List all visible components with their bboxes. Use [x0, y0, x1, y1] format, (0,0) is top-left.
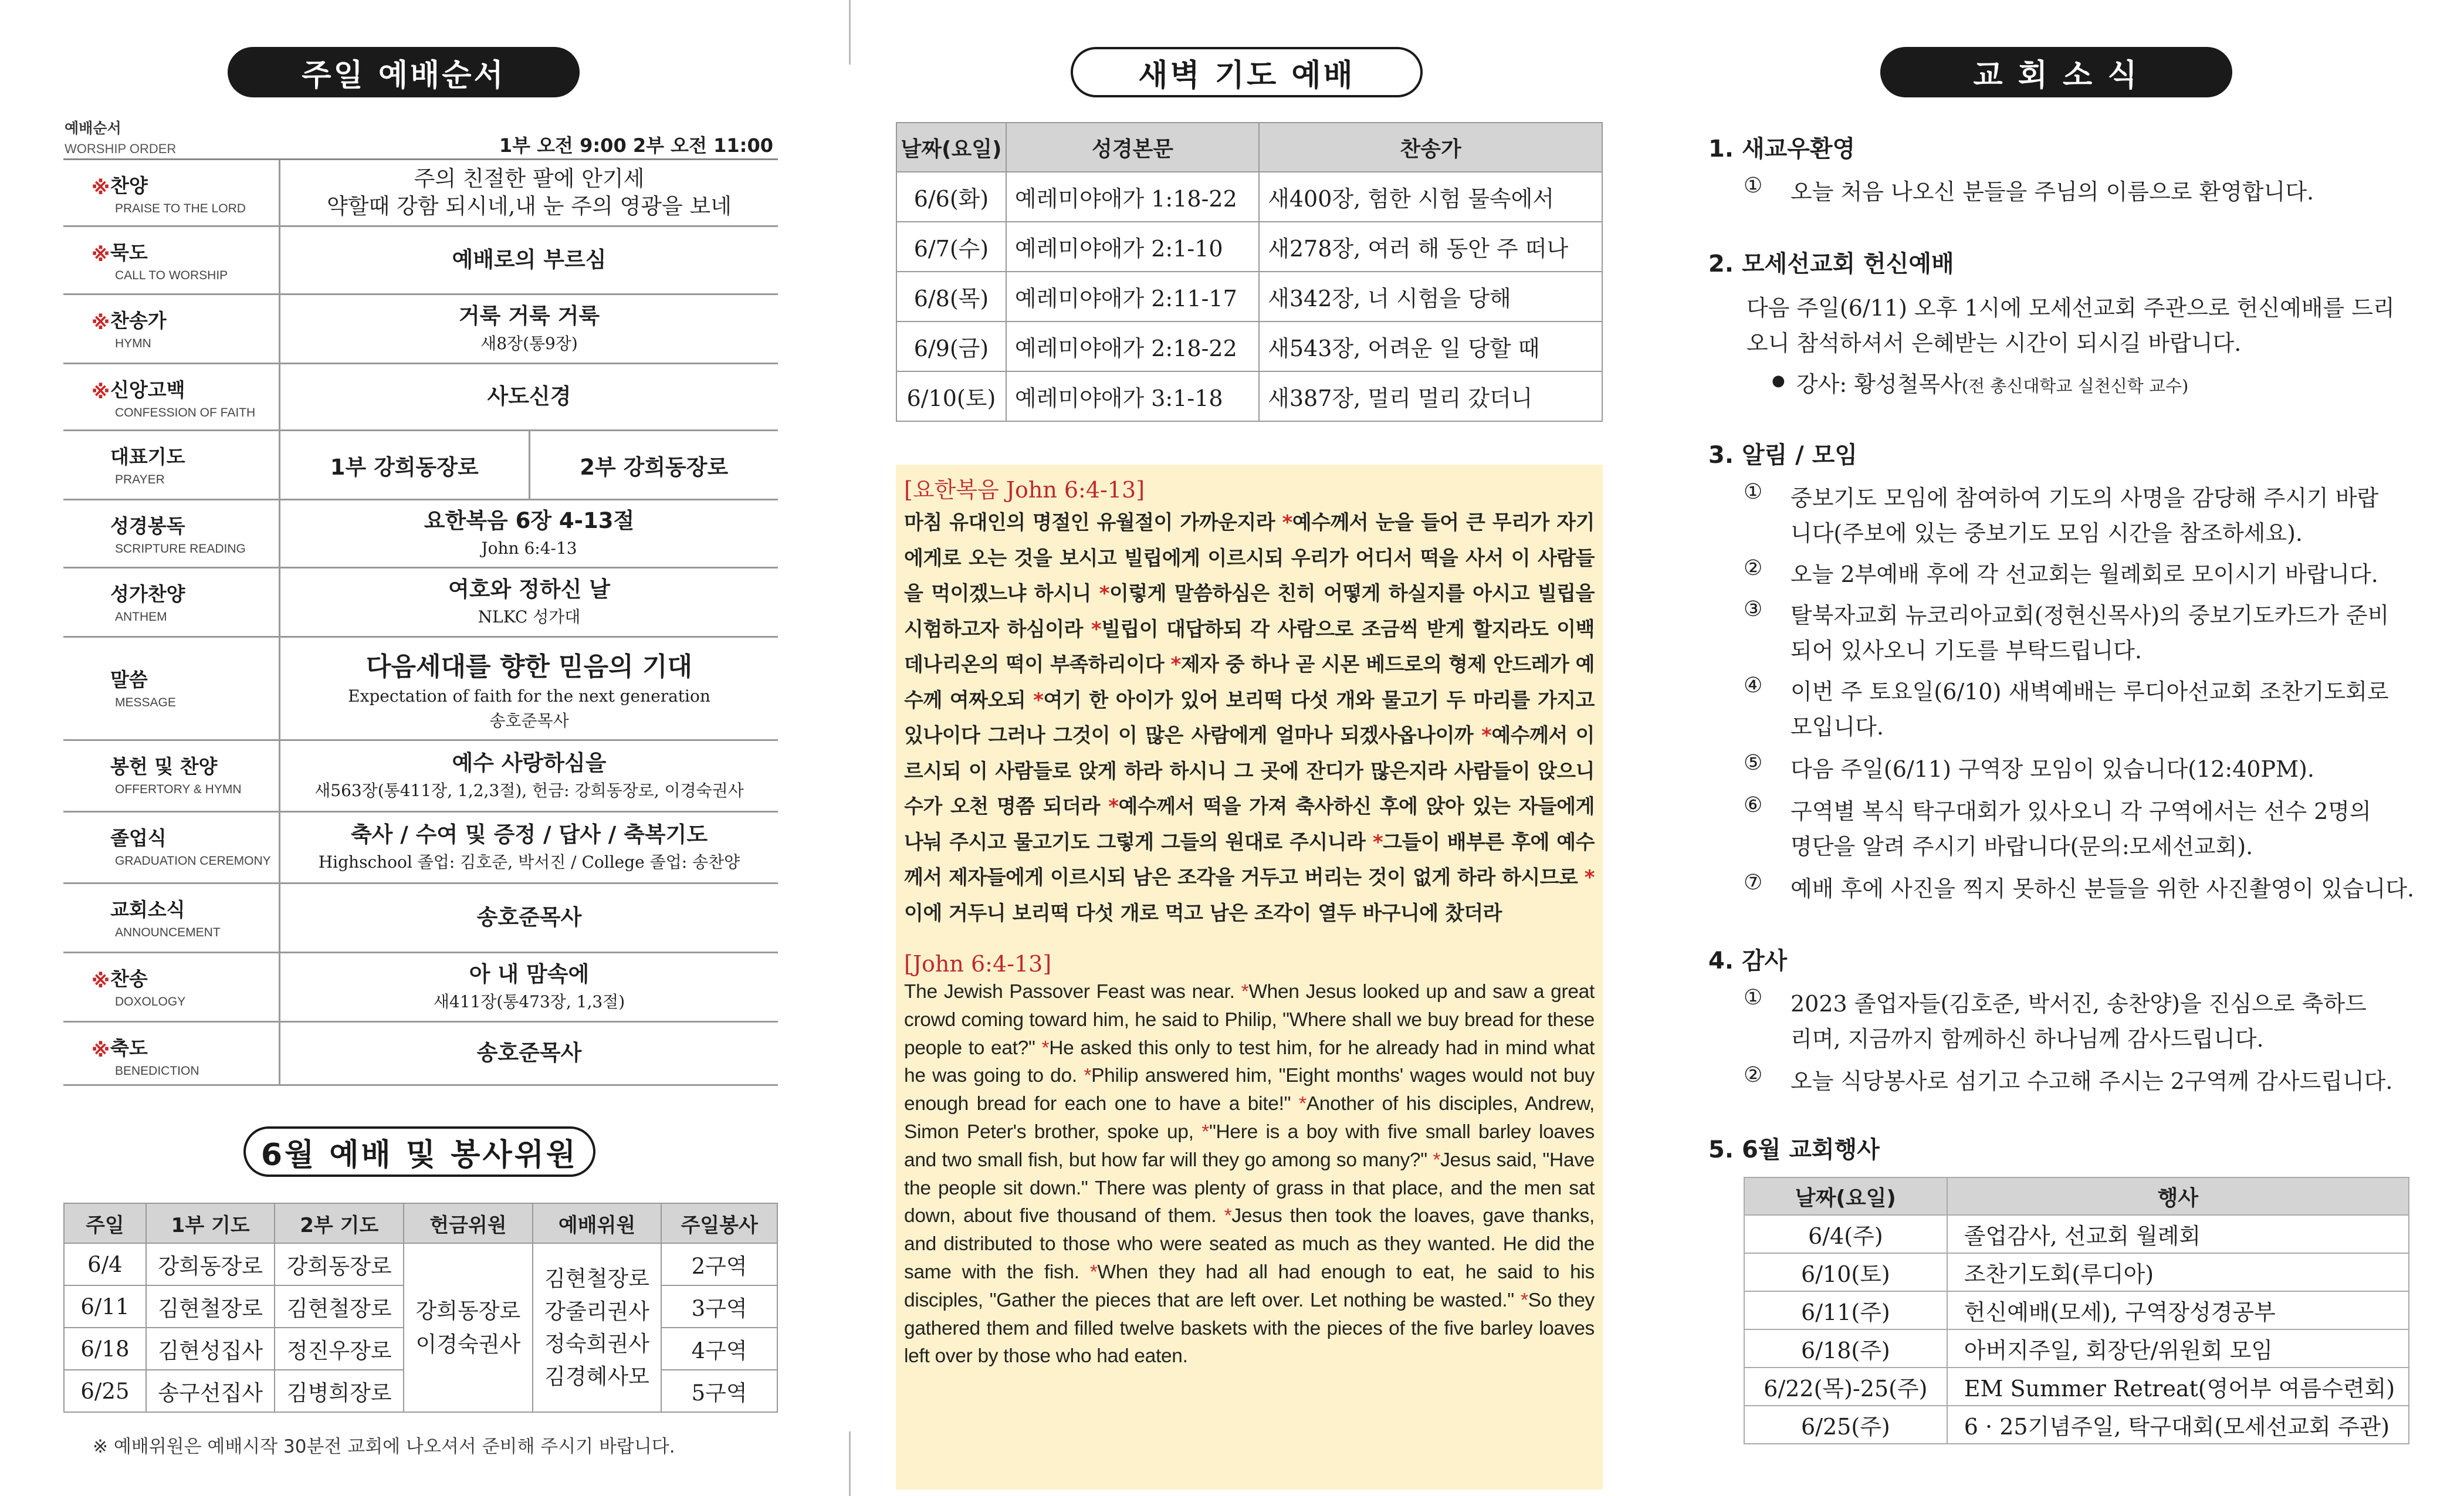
- table-row: [1744, 1329, 2409, 1368]
- worship-member: 강줄리권사: [544, 1298, 649, 1324]
- cell-first-prayer: 송구선집사: [146, 1370, 275, 1412]
- cell-second-prayer: 강희동장로: [275, 1243, 404, 1285]
- row-content: [280, 568, 778, 636]
- cell-hymn: 새342장, 너 시험을 당해: [1259, 272, 1602, 321]
- verse-ko: 마침 유대인의 명절인 유월절이 가까운지라: [904, 511, 1282, 534]
- news-moses-speaker: 강사: 황성철목사(전 총신대학교 실천신학 교수): [1796, 371, 2189, 397]
- cell-date: 6/22(목)-25(주): [1744, 1368, 1947, 1406]
- item-number: ⑥: [1744, 793, 1763, 817]
- item-number: ③: [1744, 597, 1763, 621]
- cell-event: 졸업감사, 선교회 월례회: [1947, 1215, 2409, 1253]
- cell-event: 헌신예배(모세), 구역장성경공부: [1947, 1291, 2409, 1329]
- verse-marker: *: [1108, 795, 1119, 818]
- item-number: ①: [1744, 174, 1763, 198]
- worship-row-graduation: [63, 813, 778, 884]
- table-header-row: [896, 123, 1602, 172]
- row-content: [280, 741, 778, 811]
- worship-order: [63, 109, 778, 1086]
- cell-hymn: 새278장, 여러 해 동안 주 떠나: [1259, 222, 1602, 272]
- verse-marker: *: [1298, 1093, 1307, 1115]
- content-line-2: John 6:4-13: [481, 538, 577, 558]
- table-header-row: [1744, 1177, 2409, 1215]
- table-row: [896, 321, 1602, 371]
- cell-date: 6/25(주): [1744, 1406, 1947, 1444]
- worship-order-title-ko: 예배순서: [65, 120, 121, 137]
- row-label: [63, 813, 280, 882]
- item-number: ⑦: [1744, 871, 1763, 895]
- label-ko: 찬양: [110, 174, 148, 197]
- row-content: [280, 638, 778, 739]
- notice-1-line-2: 니다(주보에 있는 중보기도 모임 시간을 참조하세요).: [1791, 520, 2303, 546]
- label-ko: 축도: [110, 1037, 148, 1060]
- church-news-heading: 교 회 소 식: [1880, 47, 2232, 97]
- content-line-1: 주의 친절한 팔에 안기세: [414, 166, 645, 192]
- verse-marker: *: [1099, 582, 1109, 605]
- worship-row-call: [63, 227, 778, 295]
- cell-worship-committee: [533, 1243, 662, 1412]
- content-line-1: 요한복음 6장 4-13절: [424, 508, 635, 534]
- news-welcome-text: 오늘 처음 나오신 분들을 주님의 이름으로 환영합니다.: [1791, 179, 2314, 205]
- table-header-row: [64, 1203, 777, 1243]
- label-en: CONFESSION OF FAITH: [115, 406, 256, 419]
- item-number: ②: [1744, 556, 1763, 580]
- cell-event: 6 · 25기념주일, 탁구대회(모세선교회 주관): [1947, 1406, 2409, 1444]
- label-en: PRAISE TO THE LORD: [115, 202, 246, 215]
- scripture-ref-ko: [요한복음 John 6:4-13]: [904, 477, 1145, 503]
- verse-marker: *: [1433, 1149, 1441, 1171]
- col-header: 행사: [1947, 1177, 2409, 1215]
- table-row: [1744, 1368, 2409, 1406]
- scripture-ref-en: [John 6:4-13]: [904, 951, 1052, 977]
- notice-1-line-1: 중보기도 모임에 참여하여 기도의 사명을 감당해 주시기 바랍: [1791, 485, 2379, 511]
- cell-service-group: 3구역: [661, 1285, 777, 1328]
- row-content-split: [280, 431, 778, 499]
- row-content: [280, 160, 778, 225]
- worship-member: 정숙희권사: [544, 1331, 649, 1356]
- cell-hymn: 새543장, 어려운 일 당할 때: [1259, 321, 1602, 371]
- verse-en: When they had all had enough to eat, he said to his disciples, "Gather the pieces that are left over. Let nothing be wasted.": [904, 1261, 1595, 1311]
- verse-ko: 여기 한 아이가 있어 보리떡 다섯 개와 물고기 두 마리를 가지고 있나이다 그러나 그것이 이 많은 사람에게 얼마나 되겠사옵나이까: [904, 688, 1595, 747]
- verse-ko: 예수께서 이르시되 이 사람들로 앉게 하라 하시니 그 곳에 잔디가 많은지라 사람들이 앉으니 수가 오천 명쯤 되더라: [904, 724, 1595, 818]
- col-header: 주일봉사: [661, 1203, 777, 1243]
- news-welcome-title: 1. 새교우환영: [1708, 136, 1856, 163]
- cell-hymn: 새400장, 험한 시험 물속에서: [1259, 172, 1602, 222]
- cell-date: 6/7(수): [896, 222, 1006, 272]
- verse-en: Jesus said, "Have the people sit down." There was plenty of grass in that place, and the men sat down, about five thousand of them.: [904, 1149, 1595, 1227]
- col-header: 날짜(요일): [896, 123, 1006, 172]
- label-ko: 찬송: [110, 967, 148, 990]
- verse-marker: *: [1481, 724, 1492, 747]
- scripture-text-ko: [904, 505, 1595, 931]
- row-content: [280, 227, 778, 293]
- label-ko: 성가찬양: [110, 583, 185, 605]
- table-row: [896, 371, 1602, 421]
- row-content: [280, 813, 778, 882]
- content-line-1: 예배로의 부르심: [452, 247, 607, 273]
- standing-mark: ※: [92, 243, 110, 266]
- label-en: BENEDICTION: [115, 1064, 199, 1078]
- table-row: [64, 1243, 777, 1285]
- row-label: [63, 295, 280, 363]
- cell-date: 6/9(금): [896, 321, 1006, 371]
- cell-passage: 예레미야애가 3:1-18: [1006, 371, 1259, 421]
- label-en: ANTHEM: [115, 610, 167, 624]
- row-label: [63, 884, 280, 952]
- cell-date: 6/4(주): [1744, 1215, 1947, 1253]
- row-content: [280, 500, 778, 567]
- verse-marker: *: [1224, 1205, 1232, 1227]
- verse-ko: 그들이 배부른 후에 예수께서 제자들에게 이르시되 남은 조각을 거두고 버리는 것이 없게 하라 하시므로: [904, 830, 1595, 889]
- june-events-table: [1744, 1177, 2409, 1444]
- table-row: [1744, 1215, 2409, 1253]
- worship-row-anthem: [63, 568, 778, 638]
- cell-date: 6/25: [64, 1370, 146, 1412]
- sermon-title: 다음세대를 향한 믿음의 기대: [365, 651, 692, 682]
- label-en: MESSAGE: [115, 696, 176, 709]
- row-label: [63, 638, 280, 739]
- worship-order-heading: 주일 예배순서: [228, 47, 580, 97]
- prayer-second-service: 2부 강희동장로: [529, 431, 779, 499]
- label-en: GRADUATION CEREMONY: [115, 854, 271, 868]
- verse-en: Another of his disciples, Andrew, Simon Peter's brother, spoke up,: [904, 1093, 1595, 1143]
- verse-en: He asked this only to test him, for he already had in mind what he was going to do.: [904, 1037, 1595, 1087]
- worship-order-header: [63, 109, 778, 160]
- news-events-title: 5. 6월 교회행사: [1708, 1136, 1880, 1163]
- cell-date: 6/11(주): [1744, 1291, 1947, 1329]
- cell-date: 6/10(토): [896, 371, 1006, 421]
- column-divider-left: [849, 0, 851, 65]
- label-en: DOXOLOGY: [115, 995, 186, 1008]
- service-times: 1부 오전 9:00 2부 오전 11:00: [499, 134, 773, 157]
- news-moses-title: 2. 모세선교회 헌신예배: [1708, 251, 1954, 277]
- col-header: 예배위원: [533, 1203, 662, 1243]
- dawn-prayer-heading: 새벽 기도 예배: [1071, 47, 1423, 97]
- verse-ko: 빌립이 대답하되 각 사람으로 조금씩 받게 할지라도 이백 데나리온의 떡이 부족하리이다: [904, 617, 1595, 676]
- content-line-1: 예수 사랑하심을: [452, 750, 607, 776]
- verse-ko: 이에 거두니 보리떡 다섯 개로 먹고 남은 조각이 열두 바구니에 찼더라: [904, 901, 1502, 925]
- row-label: [63, 160, 280, 225]
- table-row: [896, 172, 1602, 222]
- cell-hymn: 새387장, 멀리 멀리 갔더니: [1259, 371, 1602, 421]
- cell-date: 6/8(목): [896, 272, 1006, 321]
- news-moses-text-2: 오니 참석하셔서 은혜받는 시간이 되시길 바랍니다.: [1747, 330, 2242, 356]
- col-header: 헌금위원: [404, 1203, 533, 1243]
- row-content: [280, 1023, 778, 1084]
- worship-member: 김경혜사모: [544, 1363, 649, 1389]
- col-header: 1부 기도: [146, 1203, 275, 1243]
- content-line-1: 아 내 맘속에: [469, 962, 590, 987]
- label-ko: 신앙고백: [110, 378, 185, 401]
- cell-date: 6/18: [64, 1328, 146, 1370]
- notice-5: 다음 주일(6/11) 구역장 모임이 있습니다(12:40PM).: [1791, 756, 2314, 782]
- notice-4-line-1: 이번 주 토요일(6/10) 새벽예배는 루디아선교회 조찬기도회로: [1791, 679, 2389, 705]
- notice-4-line-2: 모입니다.: [1791, 714, 1884, 740]
- col-header: 성경본문: [1006, 123, 1259, 172]
- thanks-2: 오늘 식당봉사로 섬기고 수고해 주시는 2구역께 감사드립니다.: [1791, 1068, 2393, 1094]
- verse-en: When Jesus looked up and saw a great crowd coming toward him, he said to Philip, "Where shall we buy bread for these people to eat?": [904, 981, 1595, 1059]
- table-row: [1744, 1406, 2409, 1444]
- cell-event: 조찬기도회(루디아): [1947, 1253, 2409, 1291]
- dawn-prayer-table: [896, 122, 1603, 422]
- worship-row-benediction: [63, 1023, 778, 1086]
- verse-en: Philip answered him, "Eight months' wages would not buy enough bread for each one to have a bite!": [904, 1065, 1595, 1115]
- verse-marker: *: [1089, 1261, 1098, 1283]
- standing-mark: ※: [92, 381, 110, 403]
- worship-member: 김현철장로: [544, 1266, 649, 1291]
- item-number: ②: [1744, 1063, 1763, 1087]
- worship-row-announcement: [63, 884, 778, 953]
- row-content: [280, 364, 778, 429]
- row-content: [280, 295, 778, 363]
- verse-ko: 이렇게 말씀하심은 친히 어떻게 하실지를 아시고 빌립을 시험하고자 하심이라: [904, 582, 1595, 641]
- row-content: [280, 953, 778, 1021]
- cell-date: 6/4: [64, 1243, 146, 1285]
- cell-passage: 예레미야애가 2:11-17: [1006, 272, 1259, 321]
- sermon-title-en: Expectation of faith for the next generation: [348, 686, 710, 706]
- verse-marker: *: [1520, 1289, 1528, 1311]
- notice-3-line-2: 되어 있사오니 기도를 부탁드립니다.: [1791, 638, 2142, 664]
- col-header: 찬송가: [1259, 123, 1602, 172]
- verse-en: The Jewish Passover Feast was near.: [904, 981, 1241, 1003]
- worship-row-scripture: [63, 500, 778, 568]
- label-en: HYMN: [115, 337, 151, 350]
- cell-date: 6/18(주): [1744, 1329, 1947, 1368]
- verse-ko: 제자 중 하나 곧 시몬 베드로의 형제 안드레가 예수께 여짜오되: [904, 653, 1595, 712]
- notice-7: 예배 후에 사진을 찍지 못하신 분들을 위한 사진촬영이 있습니다.: [1791, 876, 2415, 902]
- content-line-2: 새411장(통473장, 1,3절): [433, 991, 625, 1011]
- cell-first-prayer: 김현철장로: [146, 1285, 275, 1328]
- verse-marker: *: [1084, 1065, 1092, 1087]
- verse-en: So they gathered them and filled twelve baskets with the pieces of the five barley loaves left over by those who had eaten.: [904, 1289, 1595, 1368]
- verse-marker: *: [1170, 653, 1181, 676]
- label-ko: 말씀: [110, 668, 148, 691]
- cell-passage: 예레미야애가 2:1-10: [1006, 222, 1259, 272]
- label-ko: 졸업식: [110, 827, 167, 849]
- verse-marker: *: [1041, 1037, 1050, 1059]
- verse-en: "Here is a boy with five small barley loaves and two small fish, but how far will they go among so many?": [904, 1121, 1595, 1171]
- thanks-1-line-1: 2023 졸업자들(김호준, 박서진, 송찬양)을 진심으로 축하드: [1791, 991, 2367, 1017]
- content-line-2: NLKC 성가대: [478, 607, 581, 627]
- verse-marker: *: [1241, 981, 1249, 1003]
- preacher: 송호준목사: [489, 710, 569, 730]
- table-row: [1744, 1291, 2409, 1329]
- offering-member: 이경숙권사: [415, 1332, 521, 1357]
- cell-date: 6/10(토): [1744, 1253, 1947, 1291]
- verse-ko: 예수께서 눈을 들어 큰 무리가 자기에게로 오는 것을 보시고 빌립에게 이르시되 우리가 어디서 떡을 사서 이 사람들을 먹이겠느냐 하시니: [904, 511, 1595, 605]
- column-divider-left-bottom: [849, 1431, 851, 1496]
- content-line-1: 거룩 거룩 거룩: [458, 303, 600, 329]
- standing-mark: ※: [92, 970, 110, 992]
- row-label: [63, 364, 280, 429]
- label-en: CALL TO WORSHIP: [115, 269, 228, 282]
- notice-6-line-2: 명단을 알려 주시기 바랍니다(문의:모세선교회).: [1791, 834, 2253, 859]
- news-notice-title: 3. 알림 / 모임: [1708, 442, 1857, 469]
- notice-3-line-1: 탈북자교회 뉴코리아교회(정현신목사)의 중보기도카드가 준비: [1791, 603, 2389, 628]
- worship-row-message: [63, 638, 778, 741]
- col-header: 날짜(요일): [1744, 1177, 1947, 1215]
- content-line-1: 여호와 정하신 날: [448, 577, 610, 603]
- table-row: [896, 272, 1602, 321]
- verse-marker: *: [1201, 1121, 1209, 1143]
- cell-event: 아버지주일, 회장단/위원회 모임: [1947, 1329, 2409, 1368]
- label-en: ANNOUNCEMENT: [115, 926, 221, 939]
- cell-passage: 예레미야애가 2:18-22: [1006, 321, 1259, 371]
- label-ko: 교회소식: [110, 898, 185, 921]
- service-committee-heading: 6월 예배 및 봉사위원: [243, 1126, 595, 1177]
- verse-marker: *: [1372, 830, 1383, 854]
- label-ko: 묵도: [110, 241, 148, 264]
- cell-date: 6/6(화): [896, 172, 1006, 222]
- worship-row-creed: [63, 364, 778, 431]
- row-label: [63, 1023, 280, 1084]
- service-note: ※ 예배위원은 예배시작 30분전 교회에 나오셔서 준비해 주시기 바랍니다.: [93, 1436, 675, 1457]
- label-en: PRAYER: [115, 473, 165, 486]
- row-label: [63, 741, 280, 811]
- item-number: ⑤: [1744, 751, 1763, 775]
- col-header: 2부 기도: [275, 1203, 404, 1243]
- label-en: OFFERTORY & HYMN: [115, 783, 242, 796]
- content-line-2: 새563장(통411장, 1,2,3절), 헌금: 강희동장로, 이경숙권사: [314, 780, 744, 800]
- news-thanks-title: 4. 감사: [1708, 947, 1788, 974]
- content-line-2: Highschool 졸업: 김호준, 박서진 / College 졸업: 송찬양: [318, 852, 740, 872]
- standing-mark: ※: [92, 1039, 110, 1061]
- label-ko: 찬송가: [110, 309, 167, 332]
- col-header: 주일: [64, 1203, 146, 1243]
- item-number: ①: [1744, 480, 1763, 504]
- verse-en: Jesus then took the loaves, gave thanks, and distributed to those who were seated as much as they wanted. He did the same with the fish.: [904, 1205, 1595, 1283]
- cell-date: 6/11: [64, 1285, 146, 1328]
- verse-marker: *: [1584, 866, 1595, 889]
- cell-service-group: 5구역: [661, 1370, 777, 1412]
- cell-event: EM Summer Retreat(영어부 여름수련회): [1947, 1368, 2409, 1406]
- worship-order-title-en: WORSHIP ORDER: [65, 141, 177, 156]
- content-line-2: 약할때 강함 되시네,내 눈 주의 영광을 보네: [327, 193, 732, 219]
- worship-row-hymn: [63, 295, 778, 364]
- thanks-1-line-2: 리며, 지금까지 함께하신 하나님께 감사드립니다.: [1791, 1026, 2264, 1052]
- offering-member: 강희동장로: [415, 1298, 521, 1324]
- cell-offering-committee: [404, 1243, 533, 1412]
- row-label: [63, 568, 280, 636]
- verse-marker: *: [1033, 688, 1044, 712]
- notice-6-line-1: 구역별 복식 탁구대회가 있사오니 각 구역에서는 선수 2명의: [1791, 798, 2371, 824]
- label-en: SCRIPTURE READING: [115, 542, 246, 556]
- item-number: ④: [1744, 673, 1763, 698]
- label-ko: 대표기도: [110, 445, 185, 468]
- prayer-first-service: 1부 강희동장로: [330, 454, 479, 480]
- cell-first-prayer: 강희동장로: [146, 1243, 275, 1285]
- cell-passage: 예레미야애가 1:18-22: [1006, 172, 1259, 222]
- worship-row-doxology: [63, 953, 778, 1023]
- bullet-icon: ●: [1772, 372, 1785, 390]
- label-ko: 성경봉독: [110, 515, 185, 537]
- item-number: ①: [1744, 986, 1763, 1010]
- cell-service-group: 2구역: [661, 1243, 777, 1285]
- row-label: [63, 227, 280, 293]
- worship-row-praise: [63, 160, 778, 227]
- verse-marker: *: [1091, 617, 1102, 641]
- cell-second-prayer: 김현철장로: [275, 1285, 404, 1328]
- cell-second-prayer: 김병희장로: [275, 1370, 404, 1412]
- verse-marker: *: [1282, 511, 1292, 534]
- scripture-text-en: [904, 978, 1595, 1370]
- row-label: [63, 431, 280, 499]
- cell-second-prayer: 정진우장로: [275, 1328, 404, 1370]
- cell-first-prayer: 김현성집사: [146, 1328, 275, 1370]
- scripture-box: [896, 465, 1603, 1490]
- row-content: [280, 884, 778, 952]
- verse-ko: 예수께서 떡을 가져 축사하신 후에 앉아 있는 자들에게 나눠 주시고 물고기도 그렇게 그들의 원대로 주시니라: [904, 795, 1595, 854]
- content-line-2: 새8장(통9장): [480, 333, 578, 353]
- notice-2: 오늘 2부예배 후에 각 선교회는 월례회로 모이시기 바랍니다.: [1791, 561, 2378, 587]
- table-row: [896, 222, 1602, 272]
- content-line-1: 송호준목사: [476, 905, 582, 930]
- row-label: [63, 500, 280, 567]
- standing-mark: ※: [92, 177, 110, 199]
- row-label: [63, 953, 280, 1021]
- standing-mark: ※: [92, 312, 110, 334]
- service-committee-table: [63, 1203, 778, 1413]
- content-line-1: 사도신경: [487, 384, 571, 409]
- content-line-1: 송호준목사: [476, 1040, 582, 1066]
- label-ko: 봉헌 및 찬양: [110, 755, 218, 778]
- worship-row-offertory: [63, 741, 778, 813]
- table-row: [1744, 1253, 2409, 1291]
- cell-service-group: 4구역: [661, 1328, 777, 1370]
- news-moses-text-1: 다음 주일(6/11) 오후 1시에 모세선교회 주관으로 헌신예배를 드리: [1747, 295, 2395, 321]
- worship-row-prayer: [63, 431, 778, 500]
- content-line-1: 축사 / 수여 및 증정 / 답사 / 축복기도: [350, 822, 708, 848]
